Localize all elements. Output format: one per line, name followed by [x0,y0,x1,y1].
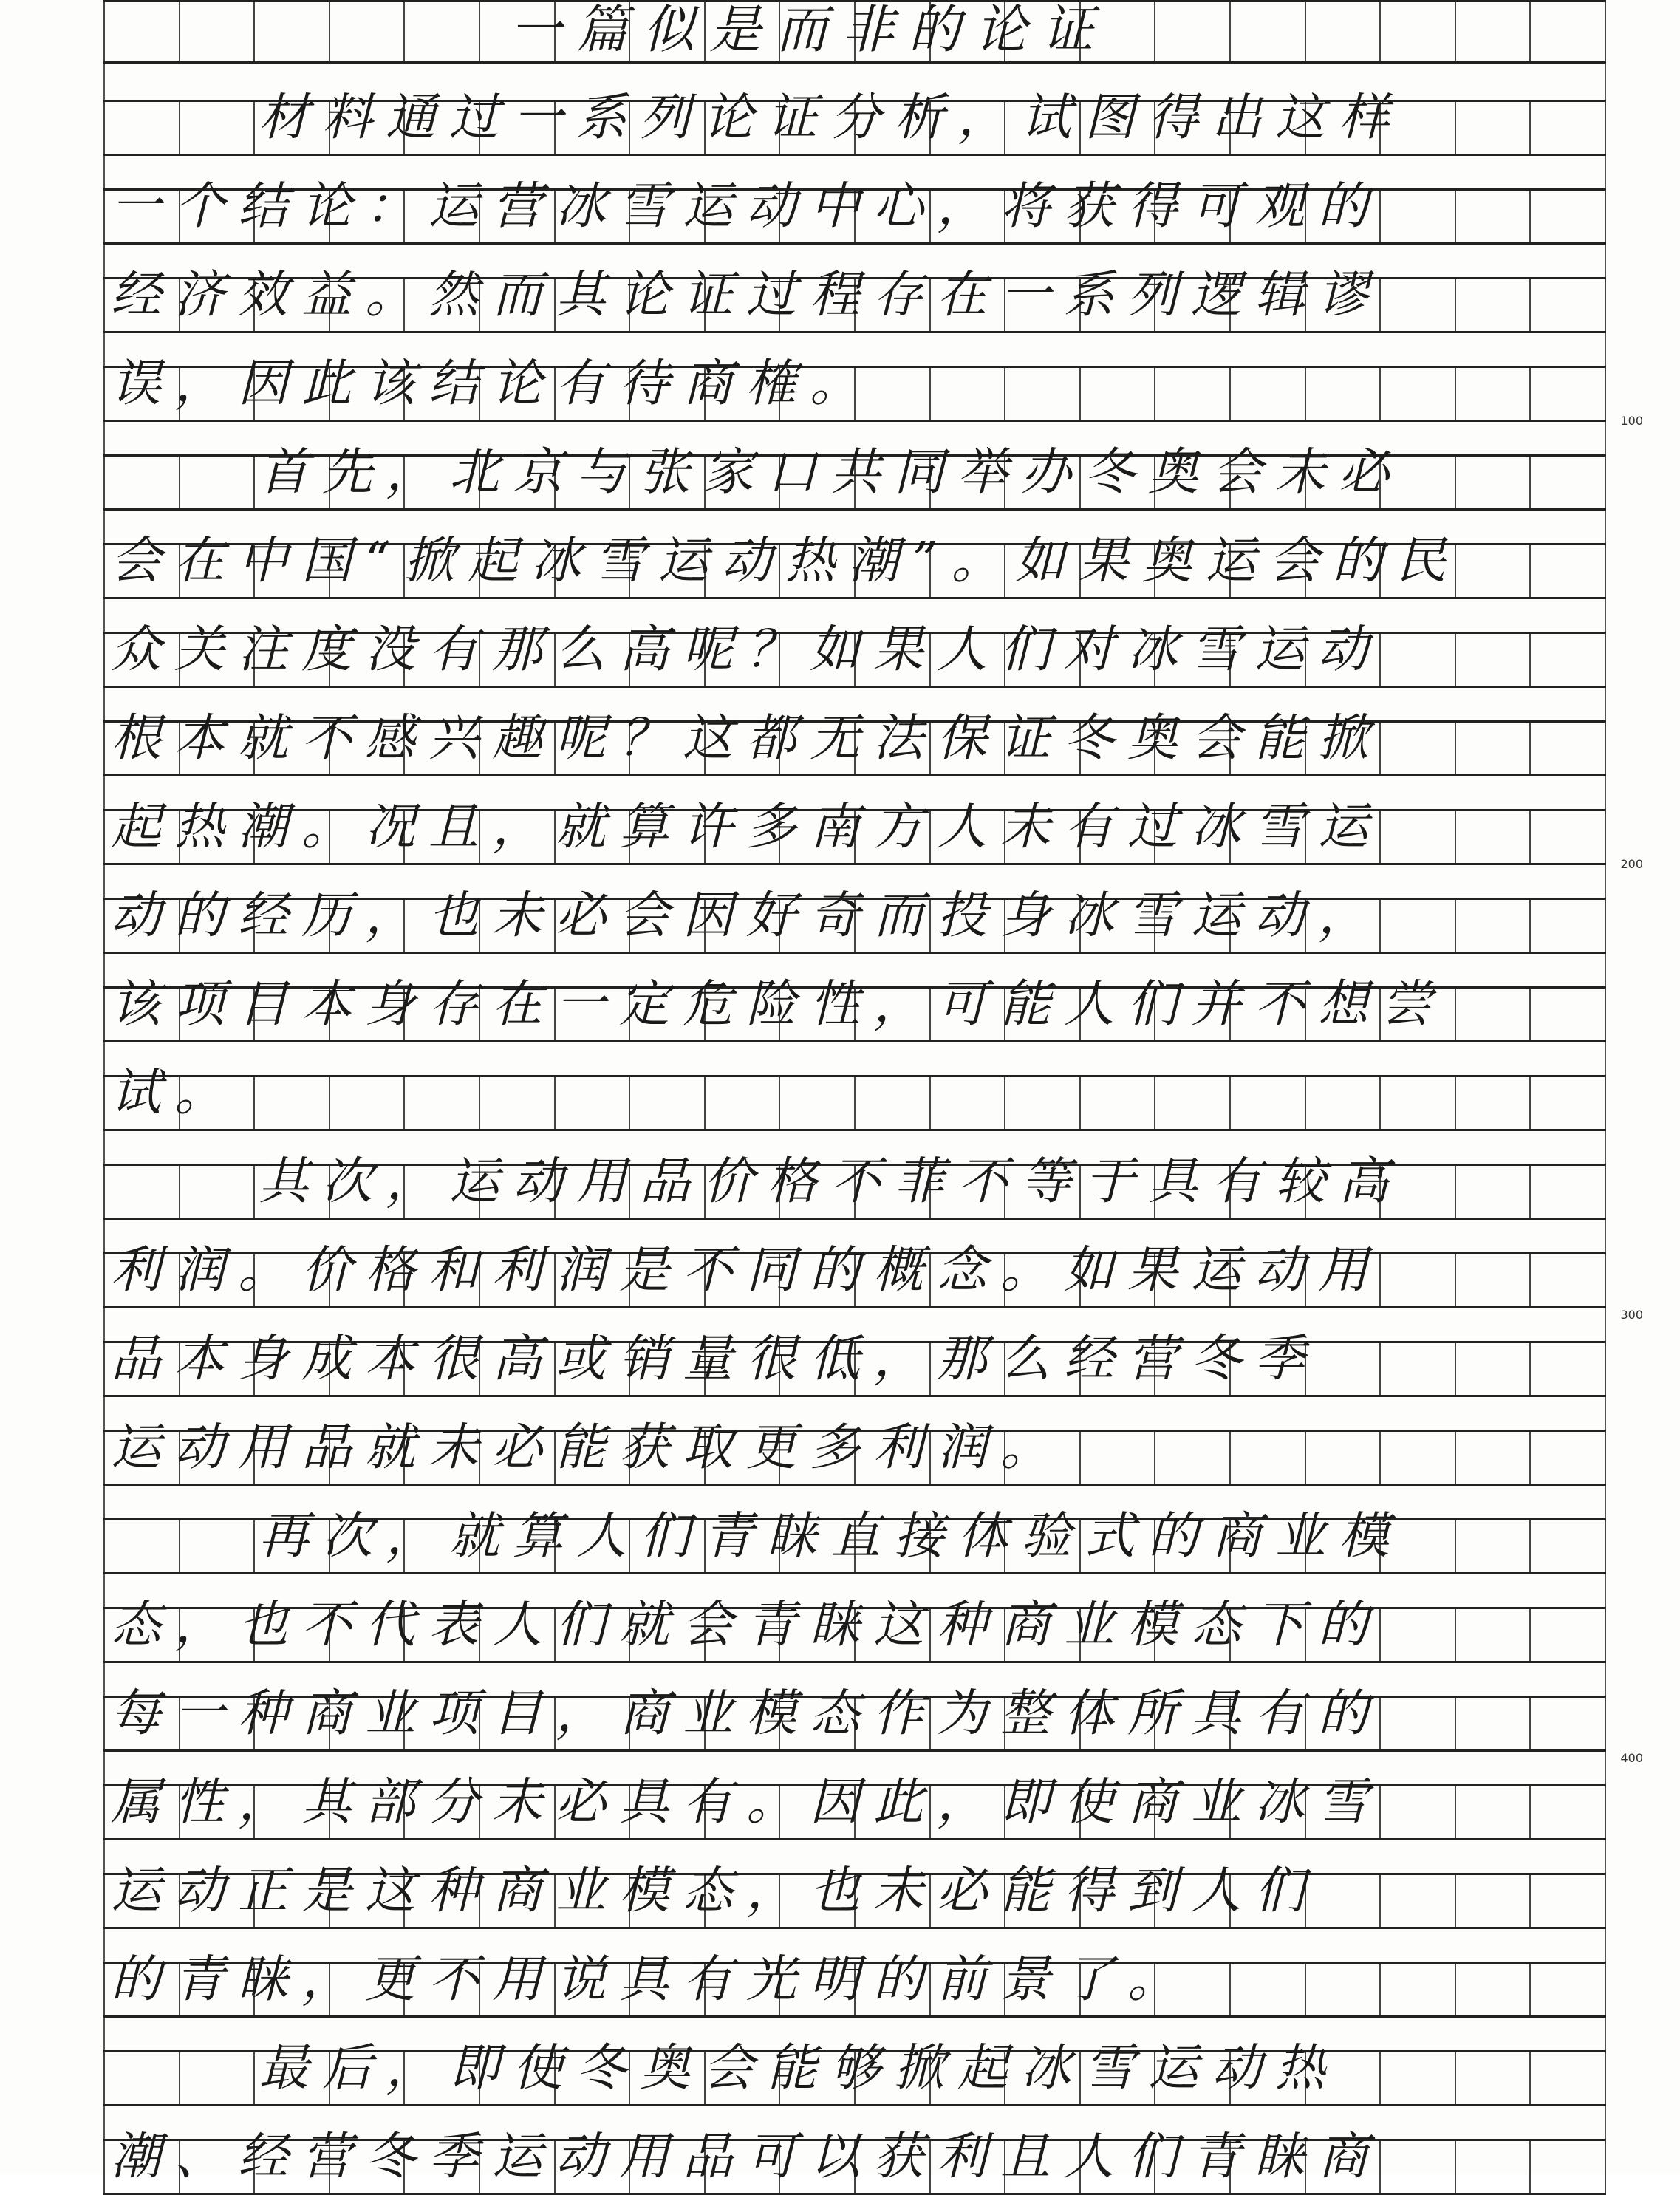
grid-cell [329,2,404,61]
grid-cell [1305,2,1380,61]
essay-line: 一个结论：运营冰雪运动中心，将获得可观的 [111,177,1382,236]
essay-line: 动的经历，也未必会因好奇而投身冰雪运动， [111,887,1382,945]
grid-cell [1229,2,1305,61]
essay-line: 的青睐，更不用说具有光明的前景了。 [111,1950,1192,2009]
essay-line: 该项目本身存在一定危险性，可能人们并不想尝 [111,975,1446,1034]
essay-line: 每一种商业项目，商业模态作为整体所具有的 [111,1684,1382,1743]
essay-line: 运动正是这种商业模态，也未必能得到人们 [111,1862,1319,1920]
grid-cell [103,2,179,61]
essay-line: 首先，北京与张家口共同举办冬奥会未必 [259,443,1403,502]
word-count-marker: 400 [1620,1751,1643,1765]
essay-line: 利润。价格和利润是不同的概念。如果运动用 [111,1241,1382,1300]
essay-line: 潮、经营冬季运动用品可以获利且人们青睐商 [111,2128,1382,2186]
grid-cell [1529,2,1606,61]
essay-line: 最后，即使冬奥会能够掀起冰雪运动热 [259,2039,1339,2097]
essay-line: 试。 [111,1064,239,1122]
essay-line: 误，因此该结论有待商榷。 [111,355,874,413]
grid-cell [179,2,254,61]
grid-cell [1455,2,1530,61]
word-count-marker: 200 [1620,857,1643,871]
essay-line: 其次，运动用品价格不菲不等于具有较高 [259,1153,1403,1211]
grid-cell [403,2,479,61]
essay-line: 起热潮。况且，就算许多南方人未有过冰雪运 [111,798,1382,856]
grid-cell [253,2,329,61]
essay-line: 运动用品就未必能获取更多利润。 [111,1419,1065,1477]
essay-line: 众关注度没有那么高呢？如果人们对冰雪运动 [111,621,1382,679]
essay-line: 材料通过一系列论证分析，试图得出这样 [259,89,1403,147]
grid-cell [1379,2,1455,61]
grid-cell [1154,2,1229,61]
essay-line: 品本身成本很高或销量很低，那么经营冬季 [111,1330,1319,1388]
word-count-marker: 100 [1620,414,1643,428]
essay-line: 再次，就算人们青睐直接体验式的商业模 [259,1507,1403,1566]
essay-line: 态，也不代表人们就会青睐这种商业模态下的 [111,1596,1382,1654]
word-count-marker: 300 [1620,1308,1643,1322]
essay-title: 一篇似是而非的论证 [510,0,1108,60]
essay-line: 属性，其部分未必具有。因此，即使商业冰雪 [111,1773,1382,1832]
essay-line: 经济效益。然而其论证过程存在一系列逻辑谬 [111,266,1382,324]
essay-line: 会在中国“掀起冰雪运动热潮”。如果奥运会的民 [111,532,1460,590]
essay-line: 根本就不感兴趣呢？这都无法保证冬奥会能掀 [111,709,1382,768]
